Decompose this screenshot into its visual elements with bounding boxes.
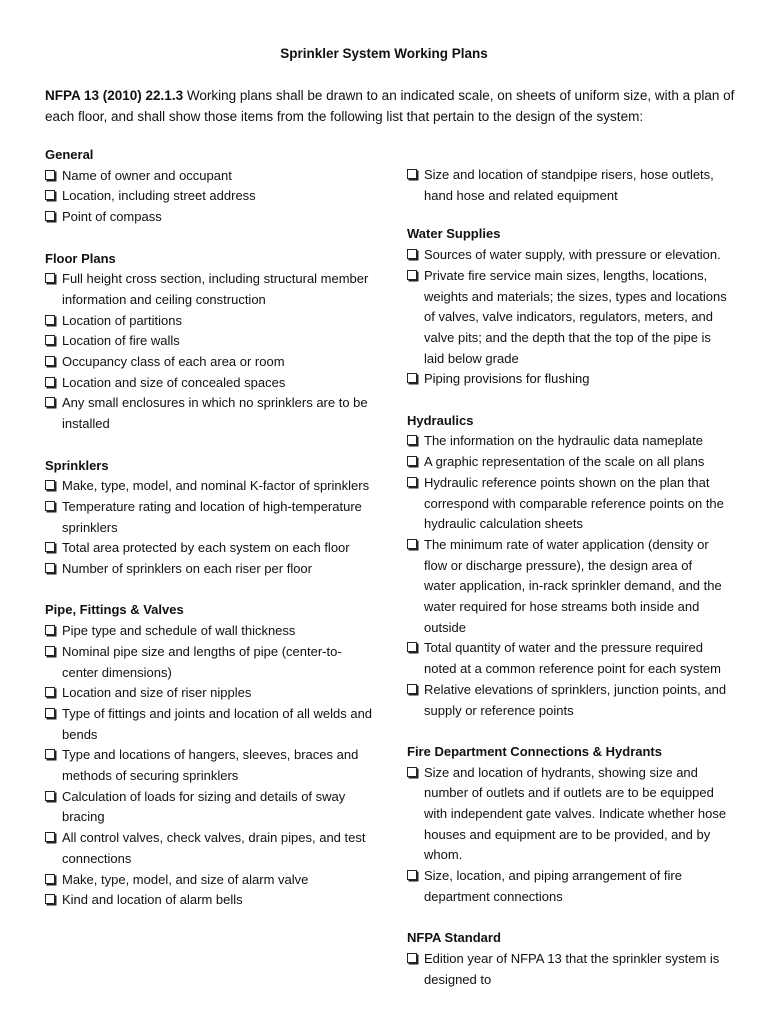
checkbox-icon	[407, 373, 417, 383]
checklist-item	[45, 745, 375, 786]
checklist-item-text: Size and location of hydrants, showing size and number of outlets and if outlets are to be equipped with independent gate valves. Indicate whether hose houses and equipment are to be provided, and by whom.	[424, 764, 727, 863]
section-floor-plans	[45, 249, 375, 435]
section-pipe-fittings-and-valves	[45, 600, 375, 911]
checkbox-icon	[407, 169, 417, 179]
checklist-item-text: Nominal pipe size and lengths of pipe (center-to-center dimensions)	[62, 643, 342, 680]
checklist-item	[45, 704, 375, 745]
checkbox-icon	[45, 625, 55, 635]
checklist-item	[45, 642, 375, 683]
section-continued	[407, 165, 727, 206]
checklist	[407, 431, 727, 721]
checklist-item-text: Point of compass	[62, 209, 162, 225]
checklist-item-text: Name of owner and occupant	[62, 167, 232, 183]
checkbox-icon	[407, 477, 417, 487]
checklist-item	[45, 186, 375, 207]
checklist-item	[407, 949, 727, 990]
checklist-item	[407, 866, 727, 907]
checklist-item-text: Full height cross section, including structural member information and ceiling construction	[62, 271, 369, 307]
checkbox-icon	[45, 791, 55, 801]
section-general	[45, 145, 375, 228]
checkbox-icon	[45, 273, 55, 283]
checkbox-icon	[45, 894, 55, 904]
checklist-item-text: Type and locations of hangers, sleeves, braces and methods of securing sprinklers	[62, 747, 359, 784]
section-fire-department-connections-and-hydrants	[407, 742, 727, 908]
checkbox-icon	[45, 563, 55, 573]
checkbox-icon	[45, 170, 55, 180]
section-nfpa-standard	[407, 928, 727, 990]
checkbox-icon	[407, 456, 417, 466]
checkbox-icon	[45, 315, 55, 325]
checkbox-icon	[45, 708, 55, 718]
checkbox-icon	[407, 684, 417, 694]
checklist-item	[45, 373, 375, 394]
checklist-item	[45, 476, 375, 497]
checklist-item	[407, 473, 727, 535]
checklist	[45, 269, 375, 435]
page-title: Sprinkler System Working Plans	[280, 46, 488, 61]
checklist-item	[45, 683, 375, 704]
checklist-item	[45, 538, 375, 559]
section-water-supplies	[407, 224, 727, 390]
checkbox-icon	[45, 335, 55, 345]
checklist-item-text: Total quantity of water and the pressure required noted at a common reference point for each system	[424, 640, 721, 677]
checklist-item-text: The information on the hydraulic data nameplate	[424, 433, 703, 449]
checklist-item	[45, 870, 375, 891]
checklist-item-text: All control valves, check valves, drain pipes, and test connections	[62, 830, 366, 866]
checkbox-icon	[45, 211, 55, 221]
checkbox-icon	[407, 539, 417, 549]
checklist-item-text: The minimum rate of water application (density or flow or discharge pressure), the design area of water application, in-rack sprinkler demand, and the water required for hose streams both inside and outside	[424, 536, 722, 635]
checklist-item-text: Location and size of riser nipples	[62, 685, 252, 701]
checklist	[45, 621, 375, 911]
checkbox-icon	[407, 953, 417, 963]
checklist	[45, 166, 375, 228]
section-heading: Pipe, Fittings & Valves	[45, 602, 184, 618]
checklist-item	[45, 890, 375, 911]
checklist-item	[407, 535, 727, 639]
checklist-item-text: Pipe type and schedule of wall thickness	[62, 623, 296, 639]
checklist-item	[407, 452, 727, 473]
checklist-item	[407, 165, 727, 206]
checkbox-icon	[45, 397, 55, 407]
checkbox-icon	[45, 687, 55, 697]
checkbox-icon	[45, 542, 55, 552]
right-column	[407, 165, 727, 1011]
checkbox-icon	[407, 270, 417, 280]
section-heading: General	[45, 147, 94, 162]
checklist-item-text: Any small enclosures in which no sprinklers are to be installed	[62, 395, 368, 432]
section-heading: Floor Plans	[45, 250, 116, 266]
checkbox-icon	[45, 377, 55, 387]
checklist-item-text: Private fire service main sizes, lengths, locations, weights and materials; the sizes, types and locations of valves, valve indicators, regulators, meters, and valve pits; and the depth that the top of the pipe is laid below grade	[424, 267, 727, 366]
checklist-item-text: Sources of water supply, with pressure or elevation.	[424, 247, 721, 263]
checklist-item	[45, 352, 375, 373]
checklist-item	[45, 497, 375, 538]
checklist-item	[407, 763, 727, 867]
checklist-item	[407, 266, 727, 370]
checklist-item-text: Temperature rating and location of high-temperature sprinklers	[62, 498, 362, 535]
checklist	[407, 165, 727, 206]
checkbox-icon	[407, 249, 417, 259]
checklist-item-text: A graphic representation of the scale on all plans	[424, 454, 705, 470]
section-heading: Sprinklers	[45, 457, 109, 473]
checklist-item-text: Location and size of concealed spaces	[62, 374, 286, 390]
checklist-item-text: Occupancy class of each area or room	[62, 354, 285, 370]
checklist-item-text: Total area protected by each system on each floor	[62, 540, 350, 556]
checkbox-icon	[45, 480, 55, 490]
checklist-item	[45, 269, 375, 310]
checkbox-icon	[45, 832, 55, 842]
checklist-item-text: Number of sprinklers on each riser per floor	[62, 561, 312, 577]
section-sprinklers	[45, 456, 375, 580]
checklist-item-text: Size and location of standpipe risers, hose outlets, hand hose and related equipment	[424, 167, 714, 203]
checklist-item-text: Location, including street address	[62, 188, 256, 204]
checklist-item-text: Make, type, model, and nominal K-factor of sprinklers	[62, 478, 370, 494]
intro-paragraph	[45, 86, 750, 127]
checklist-item	[45, 207, 375, 228]
checklist-item-text: Calculation of loads for sizing and details of sway bracing	[62, 788, 346, 825]
checklist-item	[45, 621, 375, 642]
checkbox-icon	[45, 356, 55, 366]
checkbox-icon	[45, 749, 55, 759]
checklist-item	[45, 393, 375, 434]
checkbox-icon	[45, 646, 55, 656]
checklist-item	[45, 311, 375, 332]
checklist-item	[407, 638, 727, 679]
left-column	[45, 145, 375, 932]
checklist	[407, 245, 727, 390]
checklist-item-text: Piping provisions for flushing	[424, 371, 590, 387]
checklist-item-text: Kind and location of alarm bells	[62, 892, 243, 908]
checklist-item	[45, 559, 375, 580]
section-heading: Water Supplies	[407, 226, 501, 242]
checkbox-icon	[45, 190, 55, 200]
section-heading: NFPA Standard	[407, 930, 501, 946]
checklist-item	[45, 166, 375, 187]
section-heading: Hydraulics	[407, 412, 474, 428]
checkbox-icon	[407, 435, 417, 445]
checklist-item-text: Hydraulic reference points shown on the plan that correspond with comparable reference points on the hydraulic calculation sheets	[424, 474, 724, 532]
checklist-item-text: Location of partitions	[62, 312, 182, 328]
checkbox-icon	[407, 767, 417, 777]
checkbox-icon	[45, 874, 55, 884]
intro-text: Working plans shall be drawn to an indicated scale, on sheets of uniform size, with a plan of each floor, and shall show those items from the following list that pertain to the design of the system:	[45, 88, 735, 124]
checklist	[407, 949, 727, 990]
checklist	[407, 763, 727, 908]
checkbox-icon	[407, 870, 417, 880]
checklist-item	[45, 331, 375, 352]
checklist-item-text: Type of fittings and joints and location of all welds and bends	[62, 705, 373, 742]
checklist-item-text: Make, type, model, and size of alarm valve	[62, 871, 309, 887]
checklist-item	[45, 787, 375, 828]
checklist-item	[407, 680, 727, 721]
checklist-item	[407, 245, 727, 266]
checklist-item-text: Edition year of NFPA 13 that the sprinkler system is designed to	[424, 950, 720, 987]
section-hydraulics	[407, 411, 727, 722]
checklist-item-text: Size, location, and piping arrangement of fire department connections	[424, 868, 682, 904]
checkbox-icon	[45, 501, 55, 511]
checklist-item-text: Location of fire walls	[62, 333, 180, 349]
checklist-item	[407, 369, 727, 390]
checklist-item-text: Relative elevations of sprinklers, junction points, and supply or reference points	[424, 681, 727, 718]
checklist	[45, 476, 375, 580]
checklist-item	[45, 828, 375, 869]
checklist-item	[407, 431, 727, 452]
checkbox-icon	[407, 642, 417, 652]
section-heading: Fire Department Connections & Hydrants	[407, 743, 662, 759]
intro-reference: NFPA 13 (2010) 22.1.3	[45, 88, 184, 103]
